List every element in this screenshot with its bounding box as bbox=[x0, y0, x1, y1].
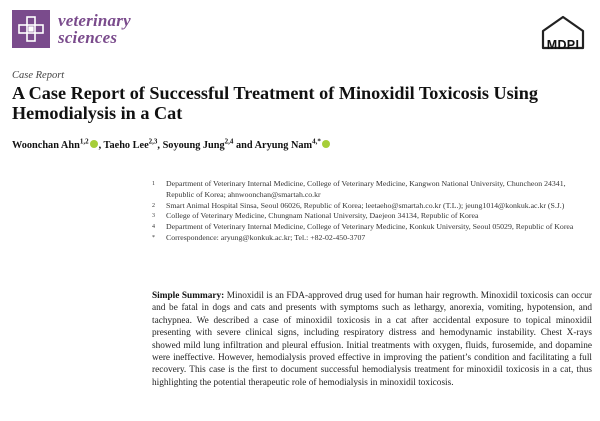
author-affiliation-ref: 2,4 bbox=[224, 137, 234, 146]
affiliation-item bbox=[152, 179, 592, 201]
affiliation-item bbox=[152, 211, 592, 222]
author-list bbox=[12, 137, 331, 151]
author-separator: , bbox=[157, 140, 163, 151]
publisher-logo bbox=[540, 14, 586, 52]
affiliation-text: Department of Veterinary Internal Medicine, College of Veterinary Medicine, Kangwon National University, Chuncheon 24341, Republic of Korea; ahnwoonchan@smartah.co.kr bbox=[166, 179, 566, 199]
article-type: Case Report bbox=[12, 70, 65, 81]
author-name[interactable]: Taeho Lee bbox=[103, 140, 149, 151]
affiliation-number: * bbox=[152, 234, 155, 241]
publisher-name: MDPI bbox=[546, 38, 580, 52]
affiliation-item bbox=[152, 222, 592, 233]
author-name[interactable]: Woonchan Ahn bbox=[12, 140, 80, 151]
author-separator: and bbox=[233, 140, 255, 151]
orcid-icon[interactable] bbox=[90, 140, 98, 148]
journal-logo bbox=[12, 10, 131, 48]
cross-plus-icon bbox=[12, 10, 50, 48]
affiliation-list bbox=[152, 179, 592, 244]
affiliation-item bbox=[152, 233, 592, 244]
article-title: A Case Report of Successful Treatment of Minoxidil Toxicosis Using Hemodialysis in a Cat bbox=[12, 83, 538, 123]
journal-name-line2: sciences bbox=[58, 28, 118, 47]
author-affiliation-ref: 1,2 bbox=[79, 137, 89, 146]
affiliation-number: 2 bbox=[152, 202, 155, 209]
author-affiliation-ref: 2,3 bbox=[148, 137, 158, 146]
affiliation-text: Department of Veterinary Internal Medicine, College of Veterinary Medicine, Konkuk University, Seoul 05029, Republic of Korea bbox=[166, 222, 574, 232]
summary-text: Minoxidil is an FDA-approved drug used for human hair regrowth. Minoxidil toxicosis can occur and be fatal in dogs and cats and presents with symptoms such as lethargy, anorexia, vomiting, hypotension, and tachypnea. We described a case of minoxidil toxicosis in a cat after accidental exposure to topical minoxidil presenting with severe clinical signs, including respiratory distress and hemodynamic instability. Chest X-rays showed mild lung infiltration and pleural effusion. Initial treatments with oxygen, fluids, furosemide, and dopamine were ineffective. However, hemodialysis proved effective in improving the patient’s condition and facilitating a full recovery. This case is the first to document successful hemodialysis treatment for minoxidil toxicosis in a cat, thus highlighting the potential therapeutic role of hemodialysis in minoxidil toxicosis. bbox=[152, 291, 592, 388]
summary-label: Simple Summary: bbox=[152, 291, 225, 301]
affiliation-text: Correspondence: aryung@konkuk.ac.kr; Tel.: +82-02-450-3707 bbox=[166, 232, 366, 242]
author-affiliation-ref: 4,* bbox=[312, 137, 321, 146]
affiliation-number: 3 bbox=[152, 213, 155, 220]
author-name[interactable]: Aryung Nam bbox=[254, 140, 313, 151]
journal-name-line1: veterinary bbox=[58, 11, 131, 30]
affiliation-text: College of Veterinary Medicine, Chungnam National University, Daejeon 34134, Republic of Korea bbox=[166, 211, 479, 221]
affiliation-text: Smart Animal Hospital Sinsa, Seoul 06026, Republic of Korea; leetaeho@smartah.co.kr (T.L.); jeung1014@konkuk.ac.kr (S.J.) bbox=[166, 200, 565, 210]
affiliation-item bbox=[152, 201, 592, 212]
affiliation-number: 4 bbox=[152, 224, 155, 231]
orcid-icon[interactable] bbox=[322, 140, 330, 148]
journal-name bbox=[58, 12, 131, 46]
affiliation-number: 1 bbox=[152, 181, 155, 187]
author-name[interactable]: Soyoung Jung bbox=[162, 140, 225, 151]
author-separator: , bbox=[98, 140, 104, 151]
simple-summary bbox=[152, 290, 592, 389]
